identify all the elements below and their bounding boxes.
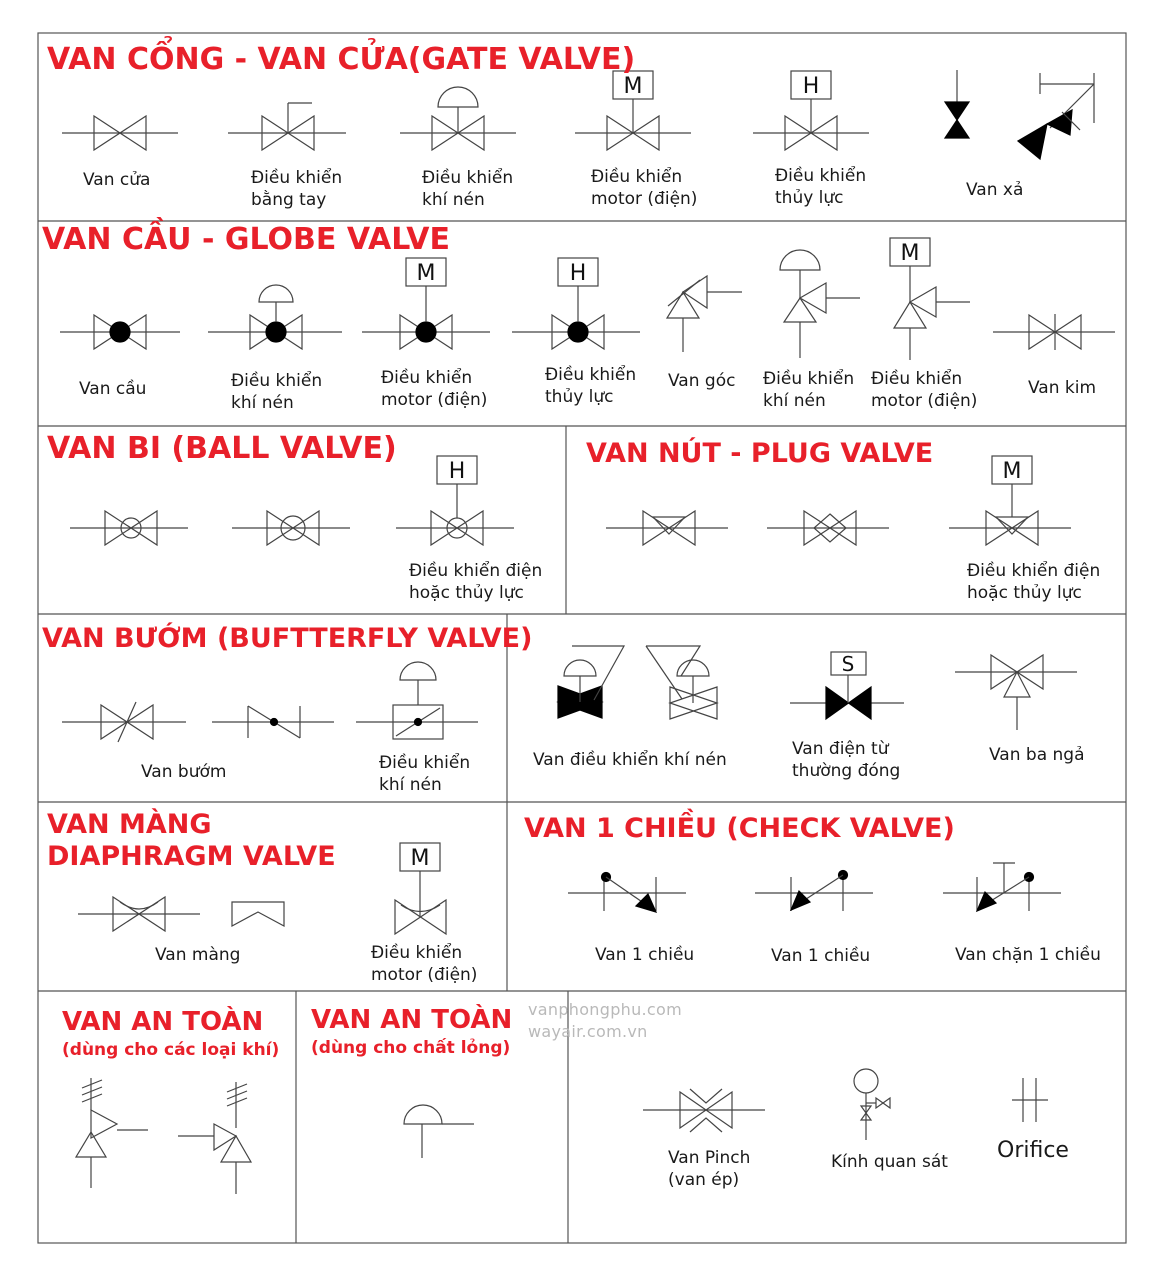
angle-valve-symbol — [667, 276, 742, 352]
label-text: motor (điện) — [591, 189, 698, 209]
label-globe-motor — [381, 367, 487, 411]
label-text: motor (điện) — [871, 391, 978, 411]
gate-valve-title: VAN CỔNG - VAN CỬA(GATE VALVE) — [47, 42, 636, 77]
globe-valve-title: VAN CẦU - GLOBE VALVE — [42, 222, 450, 257]
label-butterfly-valve — [141, 761, 226, 783]
label-text: Điều khiển — [871, 369, 963, 389]
orifice-symbol — [1012, 1078, 1048, 1122]
safety-valve-liquid-symbol — [404, 1105, 474, 1158]
label-gate-hydraulic — [775, 165, 866, 209]
label-sight-glass — [831, 1151, 948, 1173]
butterfly-valve-symbol — [62, 702, 186, 742]
label-gate-pneumatic — [422, 167, 513, 211]
label-text: Điều khiển — [251, 168, 343, 188]
angle-valve-pneumatic-symbol — [780, 250, 860, 358]
plug-motor-letter: M — [1002, 459, 1022, 484]
gate-valve-hand-symbol — [228, 103, 346, 150]
label-text: Điều khiển — [763, 369, 855, 389]
three-way-valve-symbol — [955, 655, 1077, 730]
check-valve-symbol — [568, 873, 686, 913]
label-globe-valve — [79, 378, 146, 400]
label-text: khí nén — [231, 393, 294, 413]
globe-motor-letter: M — [416, 261, 436, 286]
label-diaphragm-valve — [155, 944, 240, 966]
label-angle-pneumatic — [763, 368, 854, 412]
check-valve-title: VAN 1 CHIỀU (CHECK VALVE) — [524, 813, 955, 844]
ball-valve-symbol — [70, 511, 188, 545]
label-text: Điều khiển — [231, 371, 323, 391]
label-text: khí nén — [763, 391, 826, 411]
gate-hydraulic-letter: H — [802, 74, 820, 99]
label-text: Điều khiển — [422, 168, 514, 188]
label-text: thủy lực — [775, 188, 844, 208]
gate-motor-letter: M — [623, 74, 643, 99]
watermark-wayair: wayair.com.vn — [528, 1022, 648, 1041]
label-globe-hydraulic — [545, 364, 636, 408]
label-text: Van màng — [155, 945, 241, 965]
label-text: Điều khiển điện — [409, 561, 543, 581]
solenoid-letter: S — [841, 652, 855, 676]
label-solenoid-valve — [792, 738, 900, 782]
label-text: Van điện từ — [792, 739, 889, 759]
safety-valve-liquid-subtitle: (dùng cho chất lỏng) — [311, 1038, 511, 1058]
globe-valve-pneumatic-symbol — [208, 285, 342, 349]
label-globe-pneumatic — [231, 370, 322, 414]
safety-valve-gas-title: VAN AN TOÀN — [62, 1007, 264, 1037]
label-three-way-valve — [989, 744, 1085, 766]
label-text: Điều khiển điện — [967, 561, 1101, 581]
watermark-vanphongphu: vanphongphu.com — [528, 1000, 682, 1019]
label-angle-motor — [871, 368, 977, 412]
label-text: motor (điện) — [371, 965, 478, 985]
label-text: Van cầu — [79, 379, 147, 399]
label-text: khí nén — [379, 775, 442, 795]
label-stop-check-valve — [955, 944, 1101, 966]
label-angle-valve — [668, 370, 735, 392]
label-text: Van điều khiển khí nén — [533, 750, 727, 770]
plug-valve-alt-symbol — [767, 511, 889, 545]
label-text: Van 1 chiều — [771, 946, 871, 966]
label-text: Van ba ngả — [989, 745, 1085, 765]
angle-motor-letter: M — [900, 241, 920, 266]
label-gate-motor — [591, 166, 697, 210]
label-plug-actuated — [967, 560, 1100, 604]
label-butterfly-pneumatic — [379, 752, 470, 796]
label-pinch-valve — [668, 1147, 750, 1191]
label-text: hoặc thủy lực — [409, 583, 524, 603]
diaphragm-valve-symbol — [78, 897, 200, 931]
label-text: bằng tay — [251, 190, 327, 210]
diaphragm-motor-letter: M — [410, 846, 430, 871]
drain-valve-symbol — [945, 70, 1094, 159]
ball-valve-title: VAN BI (BALL VALVE) — [47, 431, 397, 466]
label-text: Điều khiển — [545, 365, 637, 385]
gate-valve-pneumatic-symbol — [400, 87, 516, 150]
check-valve-alt-symbol — [755, 871, 873, 912]
plug-valve-title: VAN NÚT - PLUG VALVE — [586, 438, 934, 469]
label-text: Van 1 chiều — [595, 945, 695, 965]
label-text: Orifice — [997, 1138, 1069, 1163]
label-text: (van ép) — [668, 1170, 740, 1190]
label-pneumatic-control — [533, 749, 727, 771]
ball-hydraulic-letter: H — [448, 459, 466, 484]
label-text: Van kim — [1028, 378, 1097, 398]
label-gate-valve — [83, 169, 150, 191]
stop-check-valve-symbol — [943, 863, 1061, 911]
diaphragm-valve-title-1: VAN MÀNG — [47, 809, 212, 840]
label-text: khí nén — [422, 190, 485, 210]
label-text: Điều khiển — [591, 167, 683, 187]
label-ball-actuated — [409, 560, 542, 604]
label-text: Điều khiển — [379, 753, 471, 773]
label-text: thủy lực — [545, 387, 614, 407]
label-drain-valve — [966, 179, 1023, 201]
needle-valve-symbol — [993, 314, 1115, 350]
sight-glass-symbol — [854, 1069, 890, 1140]
label-text: Điều khiển — [371, 943, 463, 963]
safety-valve-gas-alt-symbol — [178, 1082, 251, 1194]
pinch-valve-symbol — [643, 1089, 765, 1132]
label-text: Van góc — [668, 371, 736, 391]
label-check-valve-2 — [771, 945, 870, 967]
safety-valve-gas-subtitle: (dùng cho các loại khí) — [62, 1040, 280, 1060]
label-text: Van chặn 1 chiều — [955, 945, 1101, 965]
butterfly-valve-title: VAN BƯỚM (BUFTTERFLY VALVE) — [42, 623, 533, 654]
safety-valve-liquid-title: VAN AN TOÀN — [311, 1005, 513, 1035]
pneumatic-control-valve-symbol — [558, 646, 717, 719]
label-needle-valve — [1028, 377, 1096, 399]
globe-hydraulic-letter: H — [569, 261, 587, 286]
gate-valve-symbol — [62, 116, 178, 150]
label-text: Điều khiển — [775, 166, 867, 186]
label-diaphragm-motor — [371, 942, 477, 986]
label-text: Van bướm — [141, 762, 227, 782]
label-orifice — [997, 1140, 1069, 1162]
butterfly-valve-alt-symbol — [212, 706, 334, 738]
label-text: Van Pinch — [668, 1148, 751, 1168]
butterfly-valve-pneumatic-symbol — [356, 662, 478, 739]
label-gate-hand — [251, 167, 342, 211]
globe-valve-symbol — [60, 315, 180, 349]
label-text: thường đóng — [792, 761, 901, 781]
plug-valve-symbol — [606, 511, 728, 545]
label-text: Van cửa — [83, 170, 151, 190]
diaphragm-alt-symbol — [232, 902, 284, 926]
ball-valve-alt-symbol — [232, 511, 350, 545]
label-text: motor (điện) — [381, 390, 488, 410]
label-text: Điều khiển — [381, 368, 473, 388]
label-text: Kính quan sát — [831, 1152, 948, 1172]
label-text: hoặc thủy lực — [967, 583, 1082, 603]
label-check-valve-1 — [595, 944, 694, 966]
safety-valve-gas-symbol — [76, 1078, 148, 1188]
diaphragm-valve-title-2: DIAPHRAGM VALVE — [47, 841, 336, 872]
label-text: Van xả — [966, 180, 1024, 200]
